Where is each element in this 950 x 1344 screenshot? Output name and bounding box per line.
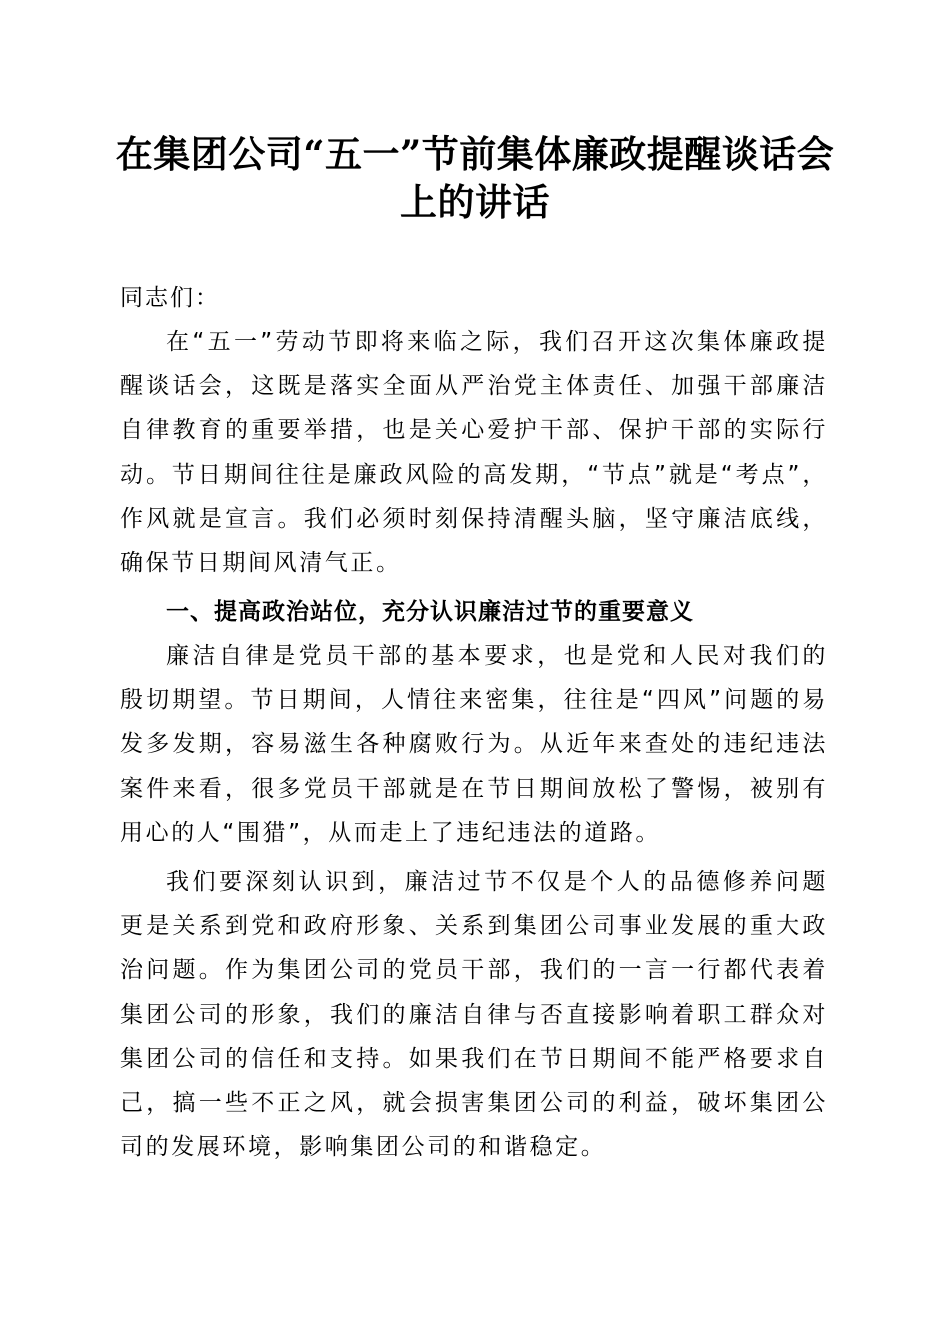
paragraph-intro: 在“五一”劳动节即将来临之际，我们召开这次集体廉政提醒谈话会，这既是落实全面从严治党主体责任、加强干部廉洁自律教育的重要举措，也是关心爱护干部、保护干部的实际行动。节日期间往往是廉政风险的高发期，“节点”就是“考点”，作风就是宣言。我们必须时刻保持清醒头脑，坚守廉洁底线，确保节日期间风清气正。	[120, 329, 828, 577]
paragraph-3: 我们要深刻认识到，廉洁过节不仅是个人的品德修养问题更是关系到党和政府形象、关系到集团公司事业发展的重大政治问题。作为集团公司的党员干部，我们的一言一行都代表着集团公司的形象，我们的廉洁自律与否直接影响着职工群众对集团公司的信任和支持。如果我们在节日期间不能严格要求自己，搞一些不正之风，就会损害集团公司的利益，破坏集团公司的发展环境，影响集团公司的和谐稳定。	[120, 869, 828, 1161]
paragraph-2: 廉洁自律是党员干部的基本要求，也是党和人民对我们的殷切期望。节日期间，人情往来密集，往往是“四风”问题的易发多发期，容易滋生各种腐败行为。从近年来查处的违纪违法案件来看，很多党员干部就是在节日期间放松了警惕，被别有用心的人“围猎”，从而走上了违纪违法的道路。	[120, 643, 828, 846]
title-line-2: 上的讲话	[400, 180, 550, 224]
title-line-1: 在集团公司“五一”节前集体廉政提醒谈话会	[115, 132, 835, 176]
section-heading: 一、提高政治站位，充分认识廉洁过节的重要意义	[166, 599, 694, 625]
salutation: 同志们：	[120, 285, 220, 311]
document-title	[110, 130, 840, 226]
